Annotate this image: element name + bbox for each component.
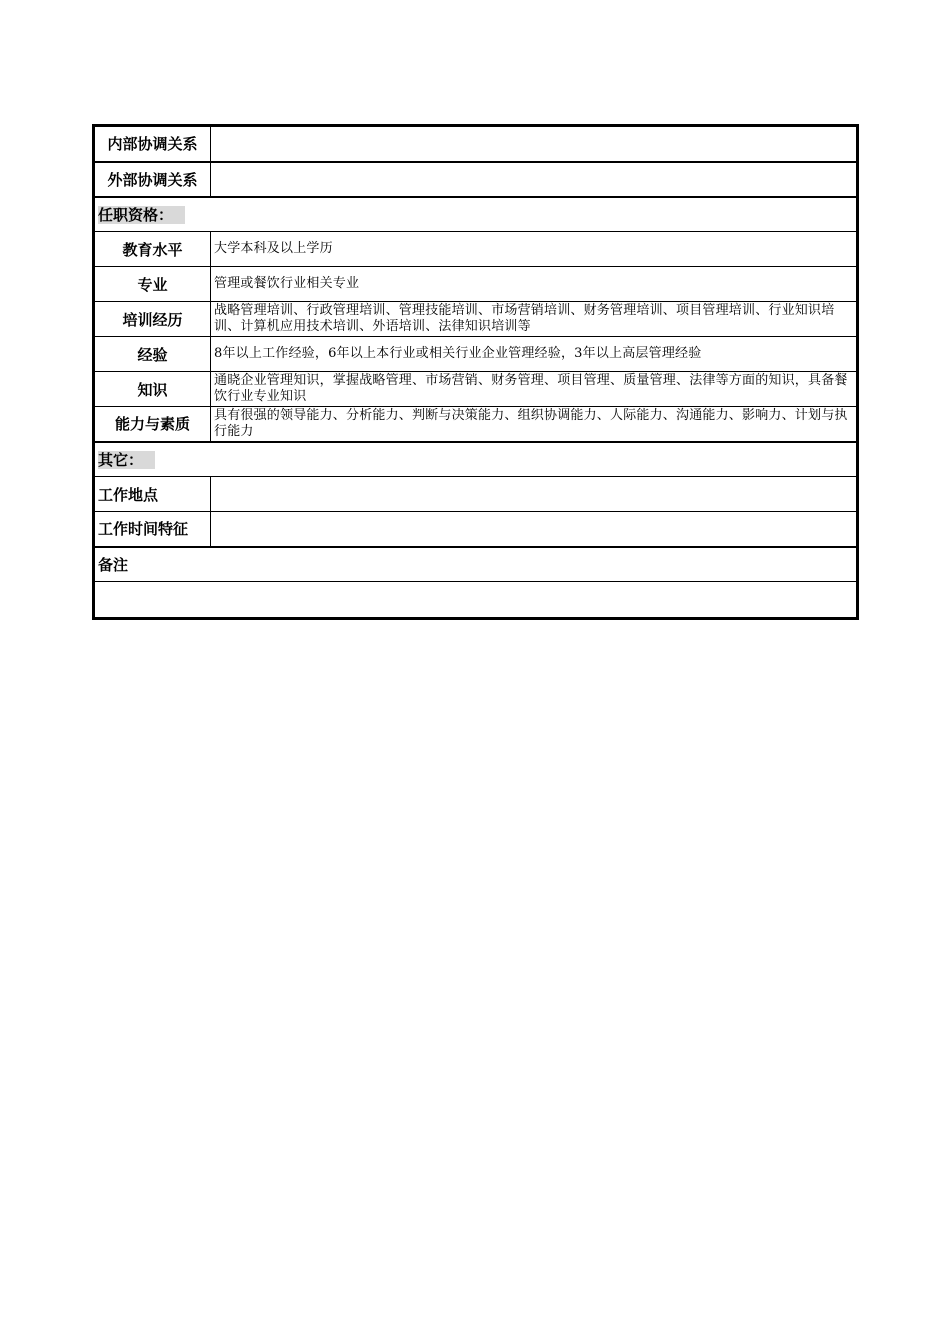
qualifications-section-title <box>95 197 857 232</box>
work-location-value <box>211 477 857 512</box>
education-row <box>95 232 857 267</box>
experience-label: 经验 <box>95 337 211 372</box>
training-value: 战略管理培训、行政管理培训、管理技能培训、市场营销培训、财务管理培训、项目管理培训、行业知识培训、计算机应用技术培训、外语培训、法律知识培训等 <box>211 302 857 337</box>
work-location-label: 工作地点 <box>95 477 211 512</box>
external-coordination-label: 外部协调关系 <box>95 162 211 197</box>
internal-coordination-label: 内部协调关系 <box>95 127 211 162</box>
remarks-section-title: 备注 <box>95 547 857 582</box>
ability-label: 能力与素质 <box>95 407 211 442</box>
knowledge-row <box>95 372 857 407</box>
internal-coordination-row <box>95 127 857 162</box>
ability-row <box>95 407 857 442</box>
major-label: 专业 <box>95 267 211 302</box>
remarks-header-row <box>95 547 857 582</box>
external-coordination-row <box>95 162 857 197</box>
work-time-label: 工作时间特征 <box>95 512 211 547</box>
other-title-text: 其它： <box>98 451 155 469</box>
experience-row <box>95 337 857 372</box>
internal-coordination-value <box>211 127 857 162</box>
major-row <box>95 267 857 302</box>
major-value: 管理或餐饮行业相关专业 <box>211 267 857 302</box>
external-coordination-value <box>211 162 857 197</box>
training-label: 培训经历 <box>95 302 211 337</box>
work-location-row <box>95 477 857 512</box>
knowledge-label: 知识 <box>95 372 211 407</box>
remarks-content-row <box>95 582 857 618</box>
work-time-row <box>95 512 857 547</box>
other-header-row <box>95 442 857 477</box>
ability-value: 具有很强的领导能力、分析能力、判断与决策能力、组织协调能力、人际能力、沟通能力、影响力、计划与执行能力 <box>211 407 857 442</box>
education-value: 大学本科及以上学历 <box>211 232 857 267</box>
qualifications-header-row <box>95 197 857 232</box>
job-description-form <box>92 124 859 620</box>
training-row <box>95 302 857 337</box>
form-table <box>94 126 857 618</box>
other-section-title <box>95 442 857 477</box>
qualifications-title-text: 任职资格： <box>98 206 185 224</box>
education-label: 教育水平 <box>95 232 211 267</box>
experience-value: 8年以上工作经验，6年以上本行业或相关行业企业管理经验，3年以上高层管理经验 <box>211 337 857 372</box>
knowledge-value: 通晓企业管理知识，掌握战略管理、市场营销、财务管理、项目管理、质量管理、法律等方面的知识，具备餐饮行业专业知识 <box>211 372 857 407</box>
remarks-value <box>95 582 857 618</box>
work-time-value <box>211 512 857 547</box>
